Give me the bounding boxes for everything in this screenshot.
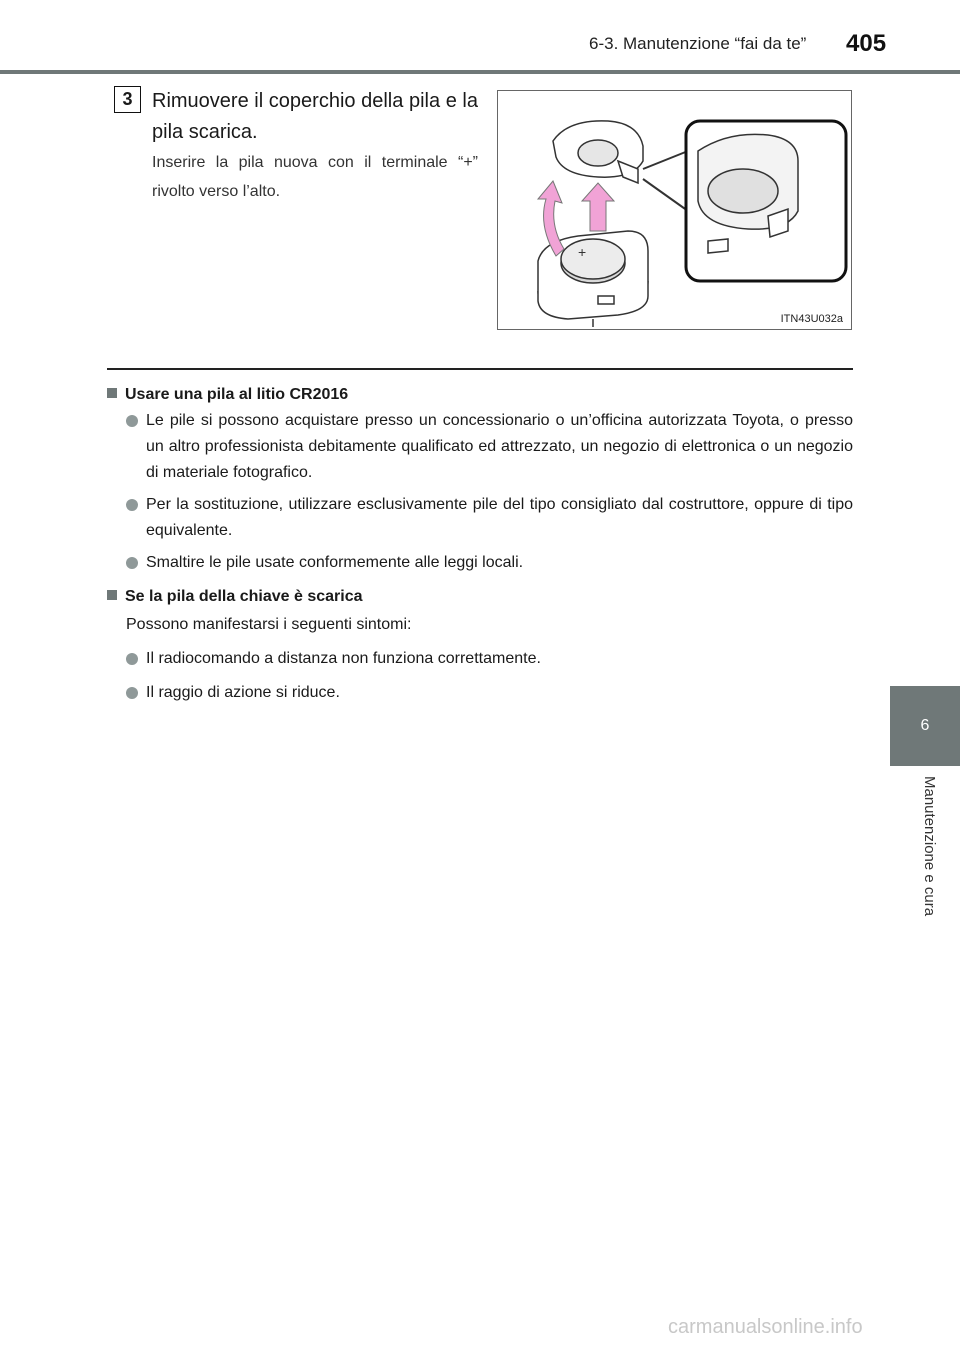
battery-cover-icon — [553, 121, 643, 183]
key-fob-battery-drawing — [498, 91, 853, 331]
section-divider — [107, 368, 853, 370]
watermark: carmanualsonline.info — [668, 1316, 863, 1338]
detail-zoom-icon — [686, 121, 846, 281]
coin-battery-icon — [561, 239, 625, 283]
battery-plus-mark: + — [578, 244, 587, 260]
list-item: Smaltire le pile usate conformemente alle leggi locali. — [126, 550, 853, 576]
section-heading-low-battery: Se la pila della chiave è scarica — [107, 586, 853, 608]
chapter-tab[interactable] — [890, 686, 960, 766]
section-title: 6-3. Manutenzione “fai da te” — [589, 34, 807, 53]
chapter-label: Manutenzione e cura — [921, 776, 938, 917]
chapter-number: 6 — [920, 717, 930, 734]
figure-code: ITN43U032a — [780, 313, 843, 325]
step-instruction: Rimuovere il coperchio della pila e la pila scarica. — [152, 90, 478, 143]
symptoms-intro: Possono manifestarsi i seguenti sintomi: — [126, 616, 412, 633]
circle-bullet-icon — [126, 557, 138, 569]
step-note: Inserire la pila nuova con il terminale “+” rivolto verso l’alto. — [152, 154, 478, 200]
circle-bullet-icon — [126, 499, 138, 511]
list-item: Le pile si possono acquistare presso un concessionario o un’officina autorizzata Toyota, o presso un altro professionista debitamente qualificato ed attrezzato, un negozio di elettronica o un negozio di materiale fotografico. — [126, 408, 853, 486]
square-bullet-icon — [107, 590, 117, 600]
section-heading-battery-type: Usare una pila al litio CR2016 — [107, 384, 853, 406]
list-item: Per la sostituzione, utilizzare esclusivamente pile del tipo consigliato dal costruttore, oppure di tipo equivalente. — [126, 492, 853, 544]
circle-bullet-icon — [126, 653, 138, 665]
circle-bullet-icon — [126, 687, 138, 699]
header-divider — [0, 70, 960, 74]
circle-bullet-icon — [126, 415, 138, 427]
list-item: Il raggio di azione si riduce. — [126, 680, 853, 706]
page-number: 405 — [846, 30, 887, 57]
battery-replacement-illustration — [497, 90, 852, 330]
step-number-badge: 3 — [114, 86, 141, 113]
square-bullet-icon — [107, 388, 117, 398]
list-item: Il radiocomando a distanza non funziona correttamente. — [126, 646, 853, 672]
